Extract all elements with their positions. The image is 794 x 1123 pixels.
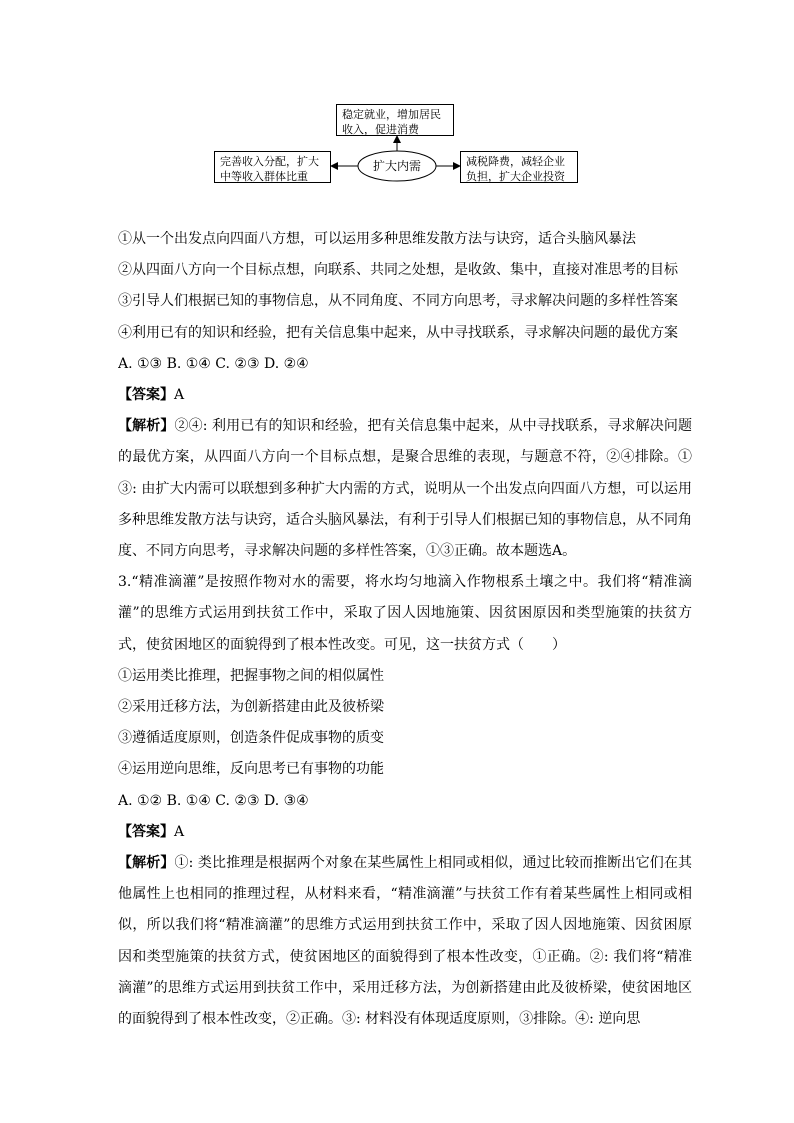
- diagram-center-label: 扩大内需: [372, 159, 421, 173]
- q3-analysis-label: 【解析】: [118, 855, 175, 872]
- diagram-right-text: 减税降费，减轻企业负担，扩大企业投资: [466, 155, 565, 183]
- q3-answer-label: 【答案】: [118, 823, 174, 840]
- diagram-top-text: 稳定就业，增加居民收入，促进消费: [342, 108, 441, 136]
- q3-option-1: ①运用类比推理，把握事物之间的相似属性: [118, 667, 384, 684]
- q3-answer-value: A: [174, 823, 185, 840]
- q2-analysis-label: 【解析】: [118, 418, 175, 435]
- q2-answer: [118, 380, 692, 411]
- q2-analysis-text: ②④: 利用已有的知识和经验，把有关信息集中起来，从中寻找联系，寻求解决问题的最优方案，从四面八方向一个目标点想，是聚合思维的表现，与题意不符，②④排除。①③: 由扩大内需可以联想到多种扩大内需的方式，说明从一个出发点向四面八方想，可以运用多种思维发散方法与诀窍，适合头脑风暴法，有利于引导人们根据已知的事物信息，从不同角度、不同方向思考，寻求解决问题的多样性答案，①③正确。故本题选A。: [118, 418, 692, 560]
- diagram-left-text: 完善收入分配，扩大中等收入群体比重: [220, 155, 319, 183]
- q3-analysis-text: ①: 类比推理是根据两个对象在某些属性上相同或相似，通过比较而推断出它们在其他属性上也相同的推理过程，从材料来看，“精准滴灌”与扶贫工作有着某些属性上相同或相似，所以我们将“精准滴灌”的思维方式运用到扶贫工作中，采取了因人因地施策、因贫困原因和类型施策的扶贫方式，使贫困地区的面貌得到了根本性改变，①正确。②: 我们将“精准滴灌”的思维方式运用到扶贫工作中，采用迁移方法，为创新搭建由此及彼桥梁，使贫困地区的面貌得到了根本性改变，②正确。③: 材料没有体现适度原则，③排除。④: 逆向思: [118, 855, 692, 1028]
- q2-option-1: ①从一个出发点向四面八方想，可以运用多种思维发散方法与诀窍，适合头脑风暴法: [118, 231, 636, 247]
- q2-choices: A. ①③ B. ①④ C. ②③ D. ②④: [118, 355, 309, 372]
- q2-analysis: [118, 411, 692, 567]
- q3-answer: [118, 817, 692, 848]
- q2-option-3: ③引导人们根据已知的事物信息，从不同角度、不同方向思考，寻求解决问题的多样性答案: [118, 293, 678, 310]
- q3-choices: A. ①② B. ①④ C. ②③ D. ③④: [118, 792, 309, 809]
- diagram-left-box: [214, 151, 331, 183]
- q3-stem: 3.“精准滴灌”是按照作物对水的需要，将水均匀地滴入作物根系土壤之中。我们将“精准滴灌”的思维方式运用到扶贫工作中，采取了因人因地施策、因贫困原因和类型施策的扶贫方式，使贫困地区的面貌得到了根本性改变。可见，这一扶贫方式（ ）: [118, 574, 692, 653]
- q3-option-3: ③遵循适度原则，创造条件促成事物的质变: [118, 730, 384, 747]
- concept-diagram: [0, 0, 794, 220]
- diagram-top-box: [336, 104, 454, 136]
- diagram-right-box: [460, 151, 578, 183]
- q2-answer-label: 【答案】: [118, 387, 174, 404]
- q3-analysis: [118, 848, 692, 1035]
- q2-option-2: ②从四面八方向一个目标点想，向联系、共同之处想，是收敛、集中，直接对准思考的目标: [118, 262, 678, 279]
- document-body: [118, 224, 692, 1035]
- q3-option-2: ②采用迁移方法，为创新搭建由此及彼桥梁: [118, 699, 384, 716]
- q3-option-4: ④运用逆向思维，反向思考已有事物的功能: [118, 761, 384, 778]
- q2-answer-value: A: [174, 387, 185, 404]
- q2-option-4: ④利用已有的知识和经验，把有关信息集中起来，从中寻找联系，寻求解决问题的最优方案: [118, 324, 678, 341]
